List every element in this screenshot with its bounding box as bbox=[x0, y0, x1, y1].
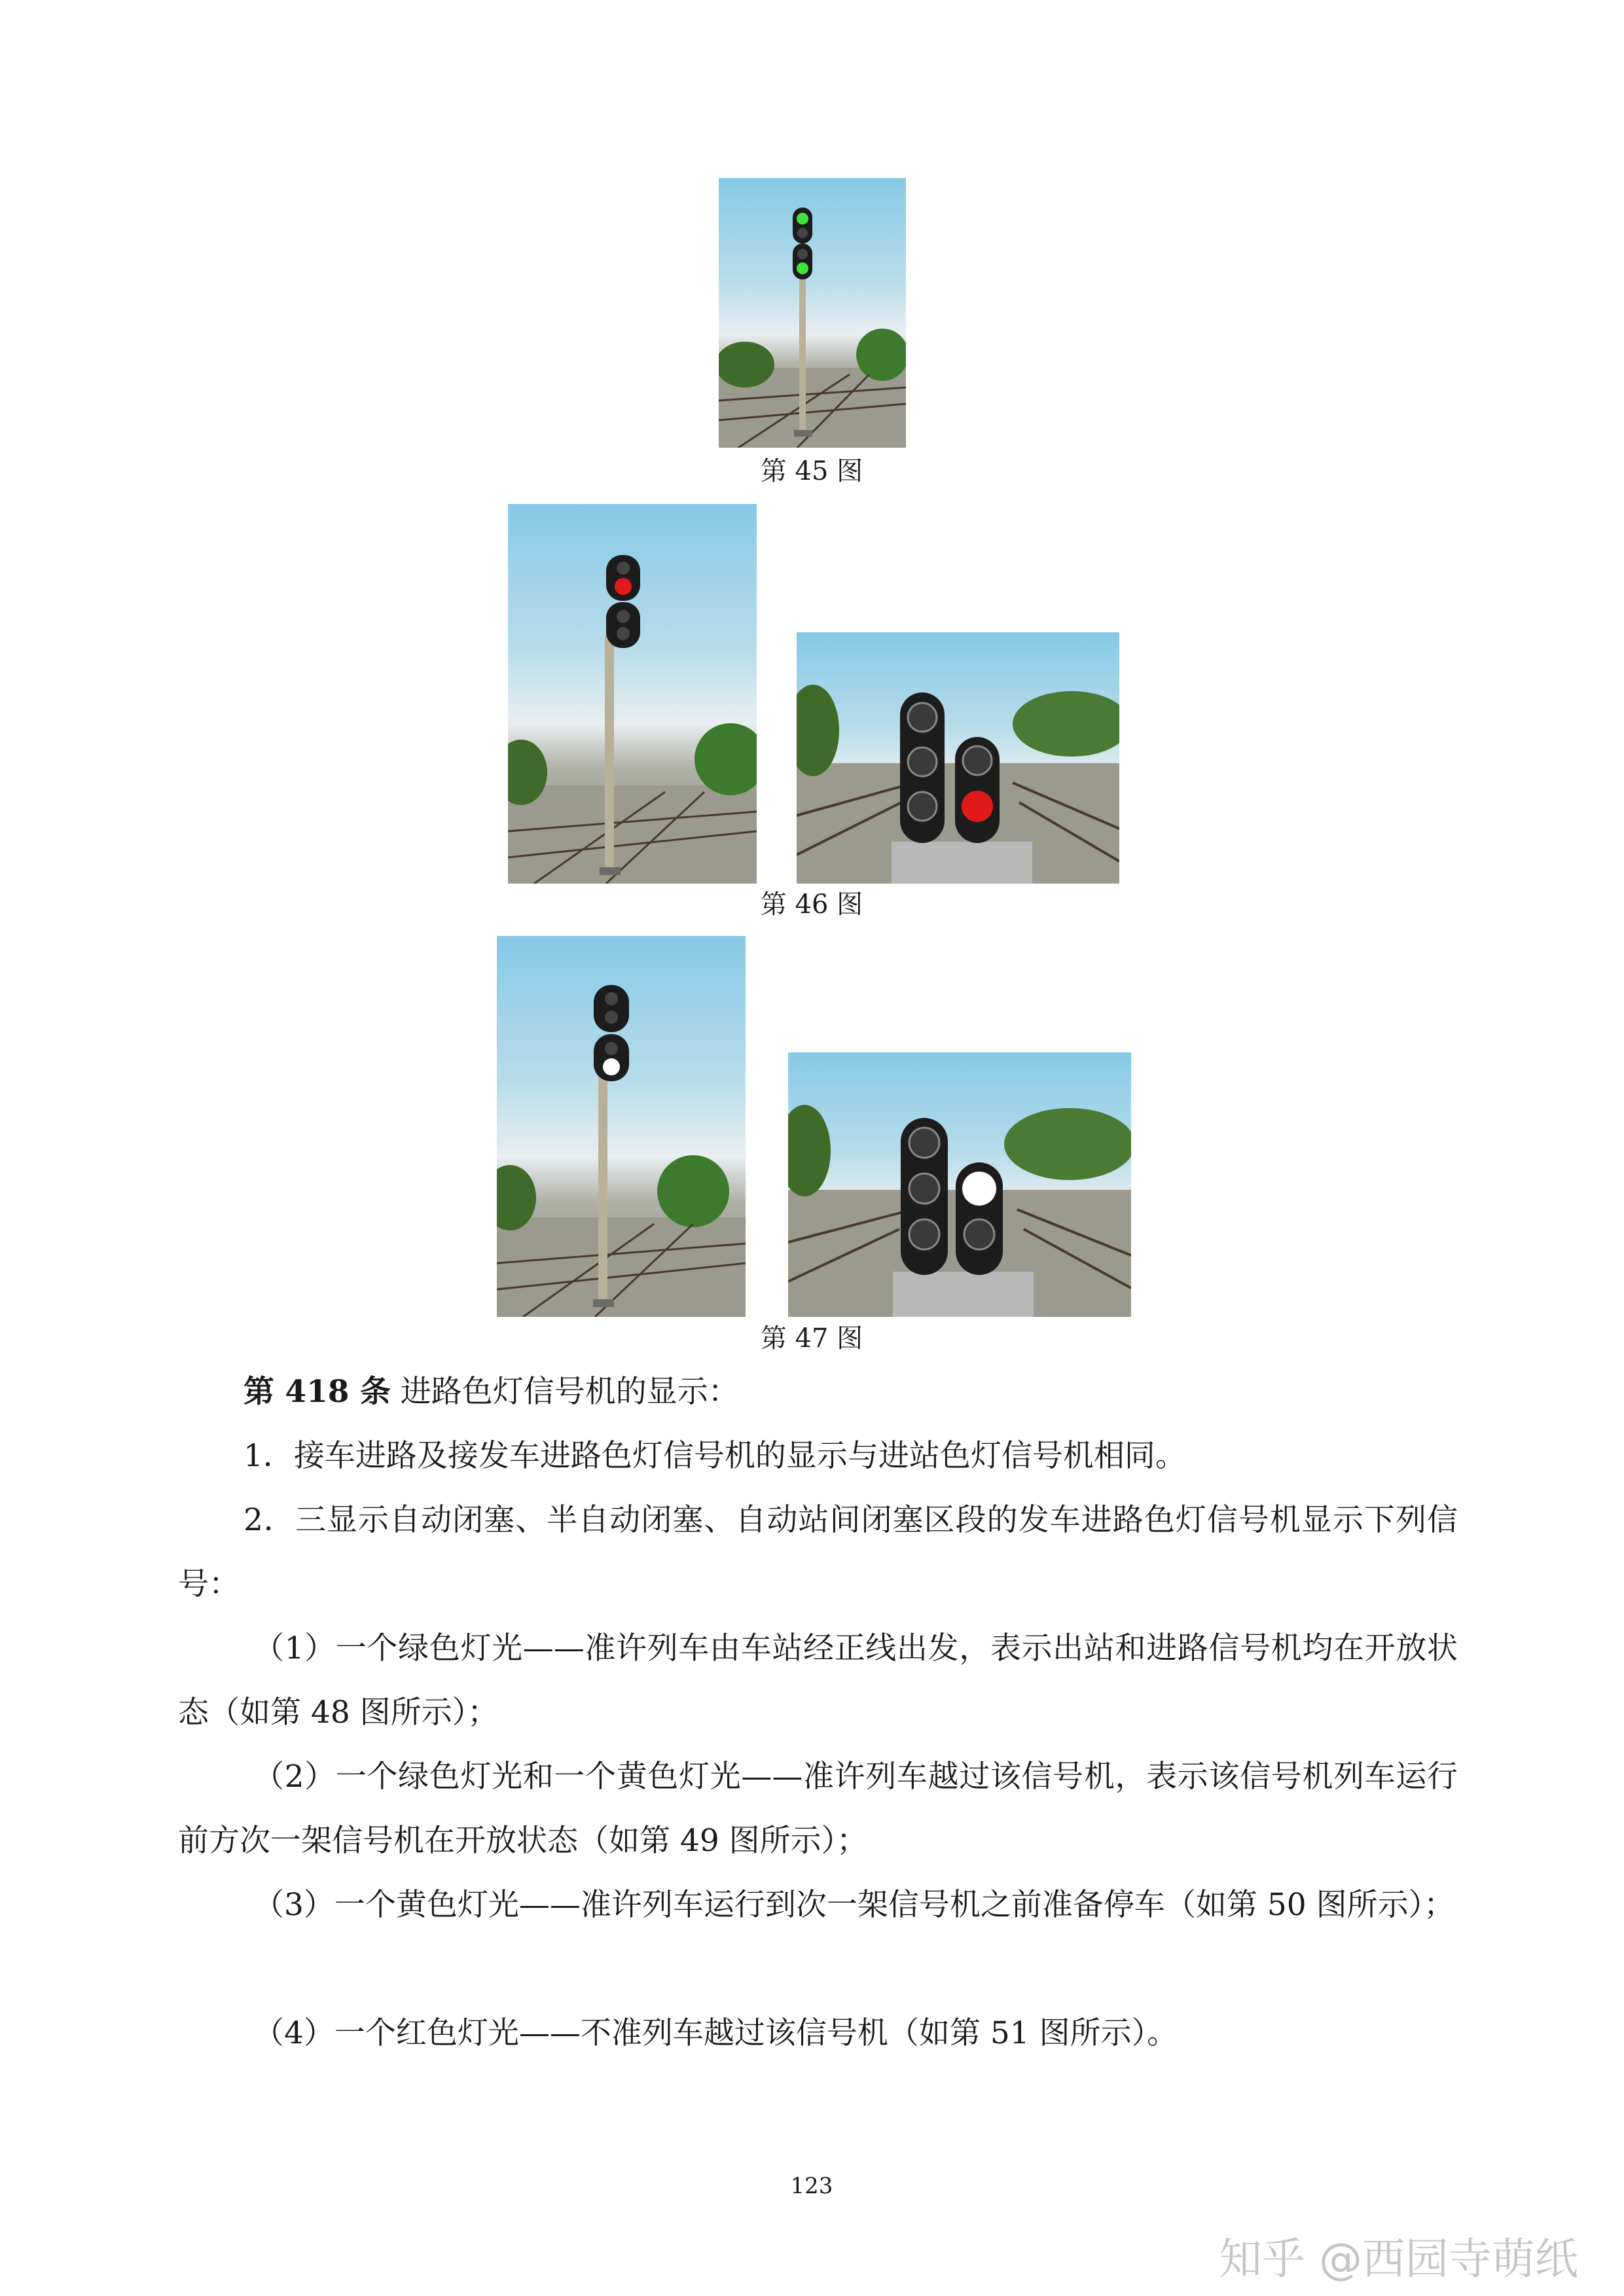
paragraph-1: 1．接车进路及接发车进路色灯信号机的显示与进站色灯信号机相同。 bbox=[244, 1438, 1186, 1474]
article-heading bbox=[178, 1360, 1458, 1424]
figure-47-left-photo bbox=[497, 936, 746, 1317]
watermark: 知乎 @西园寺萌纸 bbox=[1219, 2234, 1578, 2284]
article-number: 第 418 条 bbox=[244, 1374, 391, 1410]
list-item-1: （1）一个绿色灯光——准许列车由车站经正线出发，表示出站和进路信号机均在开放状态（如第 48 图所示）； bbox=[178, 1630, 1458, 1731]
figure-47-right-photo bbox=[788, 1052, 1131, 1317]
figure-46-caption: 第 46 图 bbox=[760, 889, 863, 920]
list-item-4: （4）一个红色灯光——不准列车越过该信号机（如第 51 图所示）。 bbox=[253, 2015, 1178, 2051]
figure-46-left-photo bbox=[508, 504, 757, 884]
paragraph-2: 2．三显示自动闭塞、半自动闭塞、自动站间闭塞区段的发车进路色灯信号机显示下列信号： bbox=[178, 1502, 1458, 1602]
list-item-3: （3）一个黄色灯光——准许列车运行到次一架信号机之前准备停车（如第 50 图所示）； bbox=[253, 1887, 1455, 1923]
figure-47-caption: 第 47 图 bbox=[760, 1323, 863, 1354]
figure-45-caption: 第 45 图 bbox=[760, 456, 863, 486]
article-title: 进路色灯信号机的显示： bbox=[400, 1374, 739, 1410]
page-number: 123 bbox=[790, 2173, 833, 2199]
figure-45-photo bbox=[719, 178, 906, 448]
figure-46-right-photo bbox=[797, 632, 1119, 884]
list-item-2: （2）一个绿色灯光和一个黄色灯光——准许列车越过该信号机，表示该信号机列车运行前方次一架信号机在开放状态（如第 49 图所示）； bbox=[178, 1759, 1458, 1859]
